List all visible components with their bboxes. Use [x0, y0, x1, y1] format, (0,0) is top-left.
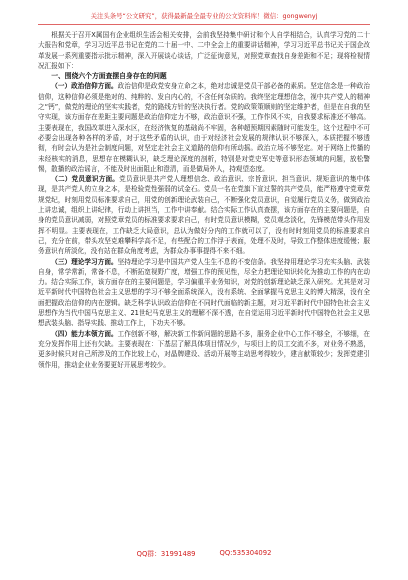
header-banner: 关注头条号“公文研究”，获得最新最全最专业的公文资料库！微信：gongwenyj: [38, 8, 370, 23]
document-body: [38, 30, 370, 538]
subsection-4-text: 工作创新不够，解决新工作新问题的思路不多，服务企业中心工作不够全，不够细，在充分发挥作用上还有欠缺。主要表现在：下基层了解具体项目情况少，与项目上的员工交流不多，对业务不熟悉，更多时候只对自己所涉及的工作比较上心，对晶牌建设、活动开展等主动思考得较少，建言献策较少；发挥党建引领作用，推动企业业务要更好开展思考较少。: [38, 329, 370, 369]
footer-contact: [38, 546, 370, 560]
footer-qq: QQ:535304092: [219, 549, 272, 557]
subsection-4-title: （四）能力本领方面。: [51, 329, 118, 338]
subsection-3-paragraph: [38, 257, 370, 329]
section-heading: 一、围绕六个方面查摆自身存在的问题: [51, 72, 167, 81]
header-divider: [38, 24, 370, 25]
subsection-3-text: 坚持理论学习是中国共产党人生生不息的不变信条。我坚持用理论学习充实头脑、武装自身，常学常新，常备不息，不断拓宽视野广度，增强工作的预见性，尽全力把理论知识转化为推动工作的内在动力。结合实际工作，该方面存在的主要问题是，学习偏重平业务知识，对党的创新理论缺乏深入研究。尤其是对习近平新时代中国特色社会主义思想的学习不够全面系统深入，没有系统、全面掌握马克思主义的博大精深，没有全面把握政治信仰的内在逻辑。缺乏科学认识政治信仰在不同时代面临的新主题，对习近平新时代中国特色社会主义思想作为当代中国马克思主义、21世纪马克思主义的理解不深不透，在自觉运用习近平新时代中国特色社会主义思想武装头脑、指导实践、推动工作上，下功夫不够。: [38, 257, 370, 328]
subsection-1-title: （一）政治信仰方面。: [51, 82, 118, 91]
subsection-2-text: 党员意识是共产党人理想信念、政治意识、宗旨意识、担当意识、规矩意识的集中体现，是共产党人的立身之本，是检验党性强弱的试金石。党员一名在党旗下宣过誓的共产党员，能严格遵守党章党规党纪，时刻用党员标准要求自己，用党的创新理论武装自己，不断强化党员意识，自觉履行党员义务，做到政治上讲忠诚，组织上讲纪律，行动上讲担当，工作中讲奉献。结合实际工作认真查摆，该方面存在的主要问题是，自身的党员意识减弱，对照党章党员的标准要求要求自己，有时党员意识模糊，党员观念淡化，先锋模范带头作用发挥不明显。主要表现在，工作缺乏大局意识，总认为做好分内的工作就可以了，没有时时刻用党员的标准要求自己，充分在前，带头攻坚克难攀科学高不足，有些配合的工作浮于表面，处理不及时，导致工作整体进度缓慢；服务意识有所淡化，没有站在群众角度考虑，为群众办事事提得不来不细。: [38, 175, 370, 256]
subsection-4-paragraph: [38, 329, 370, 370]
subsection-2-title: （二）党员意识方面。: [51, 175, 120, 184]
intro-paragraph: 根据关于召开X属国有企业组织生活会相关安排，会前我坚持集中研讨和个人自学相结合，认真学习党的二十大报告和党章，学习习近平总书记在党的二十届一中、二中全会上的重要讲话精神，学习习近平总书记关于国企改革发展一系列重要指示批示精神，深入开展谈心谈话，广泛征询意见，对照党章查找自身差距和不足；现将检视情况汇报如下：: [38, 31, 370, 70]
subsection-1-text: 政治信仰是政党安身立命之本，绝对忠诚是党员干部必备的素质。坚定信念是一种政治信仰，这种信仰必须是绝对的、纯粹的、发自内心的，不含任何杂质的。我终坚定理想信念，视中共产党人的精神之“钙”，做党的理论的坚实实践者，党的路线方针的坚决执行者。党的政策策顺则的坚定维护者，但是在自我的坚守实现，该方面存在差距主要问题是政治信仰定力不够，政治意识不强，工作作风不实，自我要求标准还不够高。主要表现在，我国改革进入深水区，在经济恢复的基础尚不牢固，各种超预期因素随时可能发生，这个过程中不可必要会出现各种各样的矛盾，对于这些矛盾的认识，由于对经济社会发展的规律认识不够深入，本质把握不够透彻，有时会认为是社会制度问题，对坚定走社会主义道路的信仰有所动摇。政治立场不够坚定。对于网络上传播的未经核实的消息，思想存在模糊认识，缺乏理论深度的剖析，特别是对党史军史等意识形态领域的问题，放松警惕，散播的政治谣言，不能及时出面阻止和澄清，而是做局外人，持观望态度。: [38, 82, 370, 173]
footer-qq-group: QQ群：31991489: [136, 550, 196, 558]
subsection-2-paragraph: [38, 174, 370, 256]
subsection-3-title: （三）理论学习方面。: [51, 257, 118, 266]
subsection-1-paragraph: [38, 81, 370, 174]
